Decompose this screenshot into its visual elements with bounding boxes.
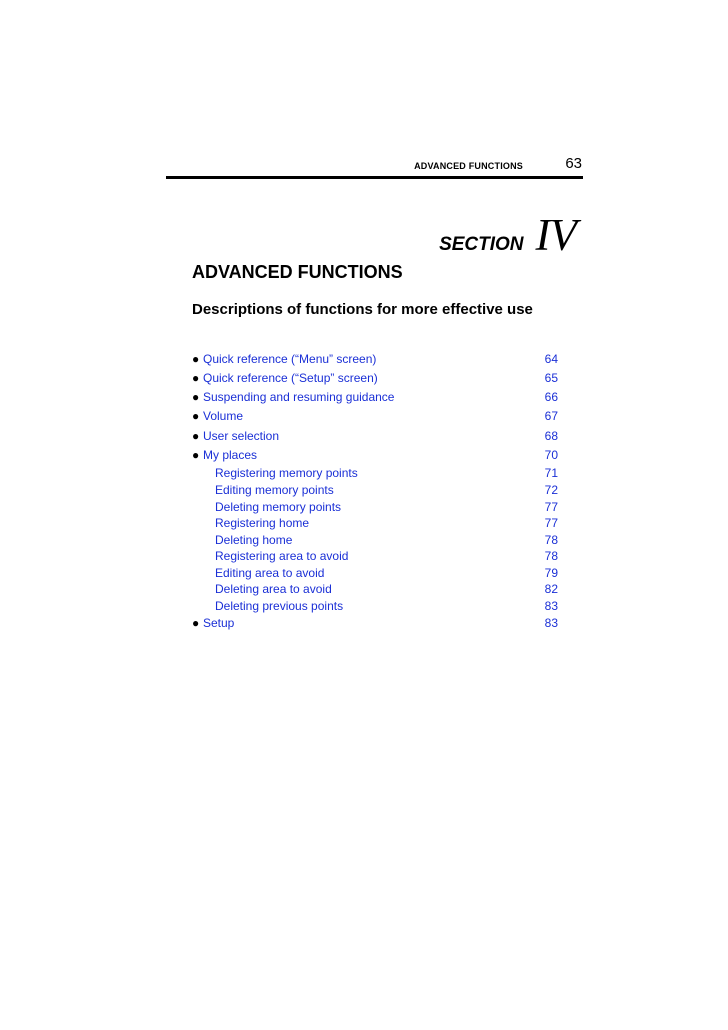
toc-subentry[interactable] [192,465,558,481]
toc-entry-label[interactable]: Editing area to avoid [215,566,325,580]
toc-entry-label[interactable]: Editing memory points [215,483,334,497]
toc-entry-label[interactable]: Volume [203,409,244,423]
toc-entry[interactable] [192,408,558,424]
toc-entry[interactable] [192,428,558,444]
section-label [439,209,576,261]
toc-subentry[interactable] [192,515,558,531]
toc-entry-label[interactable]: Registering home [215,516,310,530]
toc-entry-label[interactable]: Registering area to avoid [215,549,349,563]
toc-entry-label[interactable]: Quick reference (“Menu” screen) [203,352,377,366]
bullet-icon: ● [192,448,200,462]
toc-entry[interactable] [192,370,558,386]
toc-entry-page[interactable]: 78 [544,549,558,563]
toc-entry-page[interactable]: 71 [544,466,558,480]
toc-entry[interactable] [192,389,558,405]
page-header [166,156,583,179]
page-number: 63 [565,155,582,172]
toc-entry-page[interactable]: 70 [544,448,558,462]
toc-entry-page[interactable]: 77 [544,516,558,530]
bullet-icon: ● [192,429,200,443]
toc-subentry[interactable] [192,548,558,564]
section-numeral: IV [535,210,576,260]
toc-subentry[interactable] [192,482,558,498]
toc-subentry[interactable] [192,499,558,515]
toc-entry-page[interactable]: 72 [544,483,558,497]
bullet-icon: ● [192,390,200,404]
toc-entry-label[interactable]: User selection [203,429,280,443]
toc-entry-page[interactable]: 82 [544,582,558,596]
toc-entry-page[interactable]: 65 [544,371,558,385]
toc-entry-label[interactable]: Deleting previous points [215,599,344,613]
bullet-icon: ● [192,352,200,366]
toc-entry-page[interactable]: 68 [544,429,558,443]
toc-entry-label[interactable]: Deleting home [215,533,293,547]
toc-subentry[interactable] [192,598,558,614]
toc-subentry[interactable] [192,581,558,597]
toc-entry-page[interactable]: 83 [544,616,558,630]
toc-entry-page[interactable]: 67 [544,409,558,423]
toc-entry-label[interactable]: Quick reference (“Setup” screen) [203,371,378,385]
toc-entry-page[interactable]: 77 [544,500,558,514]
toc-entry[interactable] [192,351,558,367]
toc-entry[interactable] [192,615,558,631]
toc-entry-page[interactable]: 83 [544,599,558,613]
toc-entry-page[interactable]: 79 [544,566,558,580]
toc-entry-page[interactable]: 66 [544,390,558,404]
section-subheading: Descriptions of functions for more effective use [192,301,533,318]
section-word: SECTION [439,234,524,255]
toc-entry-label[interactable]: Registering memory points [215,466,358,480]
toc-entry-label[interactable]: Deleting memory points [215,500,342,514]
toc-entry-label[interactable]: Deleting area to avoid [215,582,332,596]
bullet-icon: ● [192,371,200,385]
bullet-icon: ● [192,409,200,423]
toc-entry-label[interactable]: Setup [203,616,235,630]
bullet-icon: ● [192,616,200,630]
toc-subentry[interactable] [192,565,558,581]
toc-entry-page[interactable]: 64 [544,352,558,366]
toc-entry[interactable] [192,447,558,463]
header-title: ADVANCED FUNCTIONS [414,161,523,171]
toc-entry-page[interactable]: 78 [544,533,558,547]
section-heading: ADVANCED FUNCTIONS [192,262,403,282]
toc-entry-label[interactable]: My places [203,448,258,462]
toc-subentry[interactable] [192,532,558,548]
toc-entry-label[interactable]: Suspending and resuming guidance [203,390,395,404]
